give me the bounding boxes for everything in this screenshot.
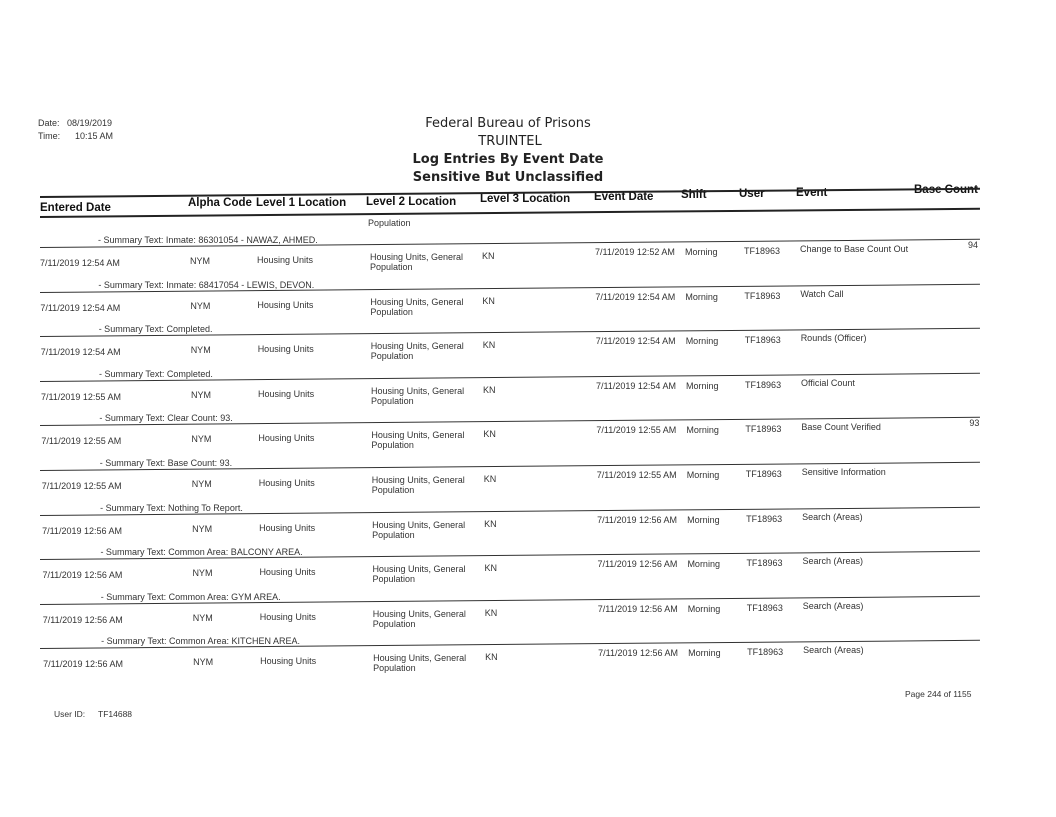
level1-location: Housing Units [259,523,316,533]
level3-location: KN [484,563,497,573]
summary-text: - Summary Text: Common Area: GYM AREA. [100,592,281,602]
level1-location: Housing Units [257,300,314,310]
level2-location: Housing Units, General Population [372,564,466,584]
base-count: 94 [968,240,979,250]
user: TF18963 [745,424,782,434]
alpha-code: NYM [193,657,214,667]
user: TF18963 [744,291,781,301]
date-value: 08/19/2019 [67,118,113,128]
level1-location: Housing Units [260,656,317,666]
event: Change to Base Count Out [800,244,909,254]
header-rule-bottom [40,208,980,218]
level3-location: KN [483,474,497,484]
event: Rounds (Officer) [800,333,867,343]
entered-date: 7/11/2019 12:54 AM [40,258,120,268]
summary-text: - Summary Text: Inmate: 86301054 - NAWAZ, AHMED. [98,235,318,245]
summary-text: - Summary Text: Common Area: BALCONY AREA. [100,547,303,557]
level1-location: Housing Units [259,567,316,577]
base-count: 93 [969,418,980,428]
event-date: 7/11/2019 12:52 AM [595,247,675,257]
shift: Morning [687,515,720,525]
col-event: Event [796,187,828,199]
event-date: 7/11/2019 12:55 AM [596,470,677,480]
event: Watch Call [800,289,844,299]
user: TF18963 [745,380,782,390]
event: Base Count Verified [801,422,881,432]
event-date: 7/11/2019 12:56 AM [597,515,677,525]
event: Official Count [801,378,855,388]
event-date: 7/11/2019 12:54 AM [595,336,676,346]
date-label: Date: [38,118,60,128]
level3-location: KN [484,608,498,618]
event: Search (Areas) [802,556,863,566]
user: TF18963 [745,469,782,479]
user-id-value: TF14688 [98,709,133,719]
entered-date: 7/11/2019 12:54 AM [40,347,121,357]
user: TF18963 [747,647,784,657]
user: TF18963 [744,246,781,256]
level2-location: Housing Units, General Population [370,341,464,361]
summary-text: - Summary Text: Clear Count: 93. [99,413,233,423]
level1-location: Housing Units [259,612,316,622]
level2-location: Housing Units, General Population [373,653,467,673]
shift: Morning [685,292,718,302]
summary-text: - Summary Text: Nothing To Report. [100,503,243,513]
shift: Morning [688,648,721,658]
event-date: 7/11/2019 12:54 AM [596,381,676,391]
user-id-label: User ID: [54,709,86,719]
page-number: Page 244 of 1155 [905,689,972,699]
summary-text: - Summary Text: Completed. [98,324,213,334]
alpha-code: NYM [191,479,212,489]
level1-location: Housing Units [258,389,315,399]
event: Search (Areas) [803,645,864,655]
level2-location: Housing Units, General Population [371,430,465,450]
col-alpha-code: Alpha Code [188,197,252,209]
col-user: User [739,188,765,200]
level1-location: Housing Units [258,478,315,488]
summary-text: - Summary Text: Common Area: KITCHEN AREA. [101,636,301,646]
shift: Morning [685,336,719,346]
summary-text: - Summary Text: Completed. [99,369,213,379]
event: Search (Areas) [802,512,863,522]
entered-date: 7/11/2019 12:54 AM [40,303,121,313]
col-level3: Level 3 Location [480,193,571,205]
level2-location: Housing Units, General Population [371,475,465,495]
entered-date: 7/11/2019 12:56 AM [42,570,123,580]
event-date: 7/11/2019 12:56 AM [598,648,679,658]
level3-location: KN [482,251,495,261]
level3-location: KN [485,652,498,662]
user: TF18963 [746,603,783,613]
shift: Morning [686,425,719,435]
level3-location: KN [483,385,496,395]
title-agency: Federal Bureau of Prisons [425,116,591,131]
summary-text: - Summary Text: Base Count: 93. [99,458,233,468]
title-report: Log Entries By Event Date [412,152,604,167]
level3-location: KN [484,519,497,529]
level2-location: Housing Units, General Population [371,386,465,406]
level3-location: KN [482,340,496,350]
user: TF18963 [744,335,781,345]
entered-date: 7/11/2019 12:55 AM [41,392,121,402]
entered-date: 7/11/2019 12:55 AM [41,481,122,491]
event-date: 7/11/2019 12:54 AM [595,292,676,302]
time-label: Time: [38,131,61,141]
entered-date: 7/11/2019 12:56 AM [42,615,123,625]
shift: Morning [686,470,720,480]
alpha-code: NYM [190,301,211,311]
user: TF18963 [746,558,783,568]
alpha-code: NYM [190,345,211,355]
col-entered-date: Entered Date [40,202,111,214]
shift: Morning [687,559,720,569]
entered-date: 7/11/2019 12:56 AM [43,659,124,669]
shift: Morning [687,604,721,614]
event: Search (Areas) [802,601,864,611]
shift: Morning [685,247,718,257]
level3-location: KN [483,429,496,439]
carryover-text: Population [368,218,411,228]
title-classification: Sensitive But Unclassified [412,170,604,185]
level3-location: KN [482,296,495,306]
alpha-code: NYM [192,568,213,578]
event: Sensitive Information [801,467,886,477]
entered-date: 7/11/2019 12:56 AM [42,526,122,536]
alpha-code: NYM [191,390,212,400]
level1-location: Housing Units [257,255,314,265]
title-system: TRUINTEL [478,134,542,149]
alpha-code: NYM [192,524,213,534]
user: TF18963 [746,514,783,524]
alpha-code: NYM [190,256,210,266]
time-value: 10:15 AM [75,131,114,141]
col-event-date: Event Date [594,191,654,203]
col-shift: Shift [681,189,707,201]
event-date: 7/11/2019 12:56 AM [597,559,678,569]
col-level1: Level 1 Location [256,197,347,209]
level2-location: Housing Units, General Population [370,297,464,317]
level2-location: Housing Units, General Population [372,609,466,629]
event-date: 7/11/2019 12:55 AM [596,425,677,435]
alpha-code: NYM [191,434,212,444]
level2-location: Housing Units, General Population [370,252,464,272]
entered-date: 7/11/2019 12:55 AM [41,436,122,446]
level2-location: Housing Units, General Population [372,520,466,540]
summary-text: - Summary Text: Inmate: 68417054 - LEWIS, DEVON. [98,280,315,290]
shift: Morning [686,381,719,391]
level1-location: Housing Units [257,344,314,354]
event-date: 7/11/2019 12:56 AM [597,604,678,614]
level1-location: Housing Units [258,433,315,443]
col-level2: Level 2 Location [366,196,457,208]
alpha-code: NYM [192,613,213,623]
col-base-count: Base Count [914,184,978,196]
